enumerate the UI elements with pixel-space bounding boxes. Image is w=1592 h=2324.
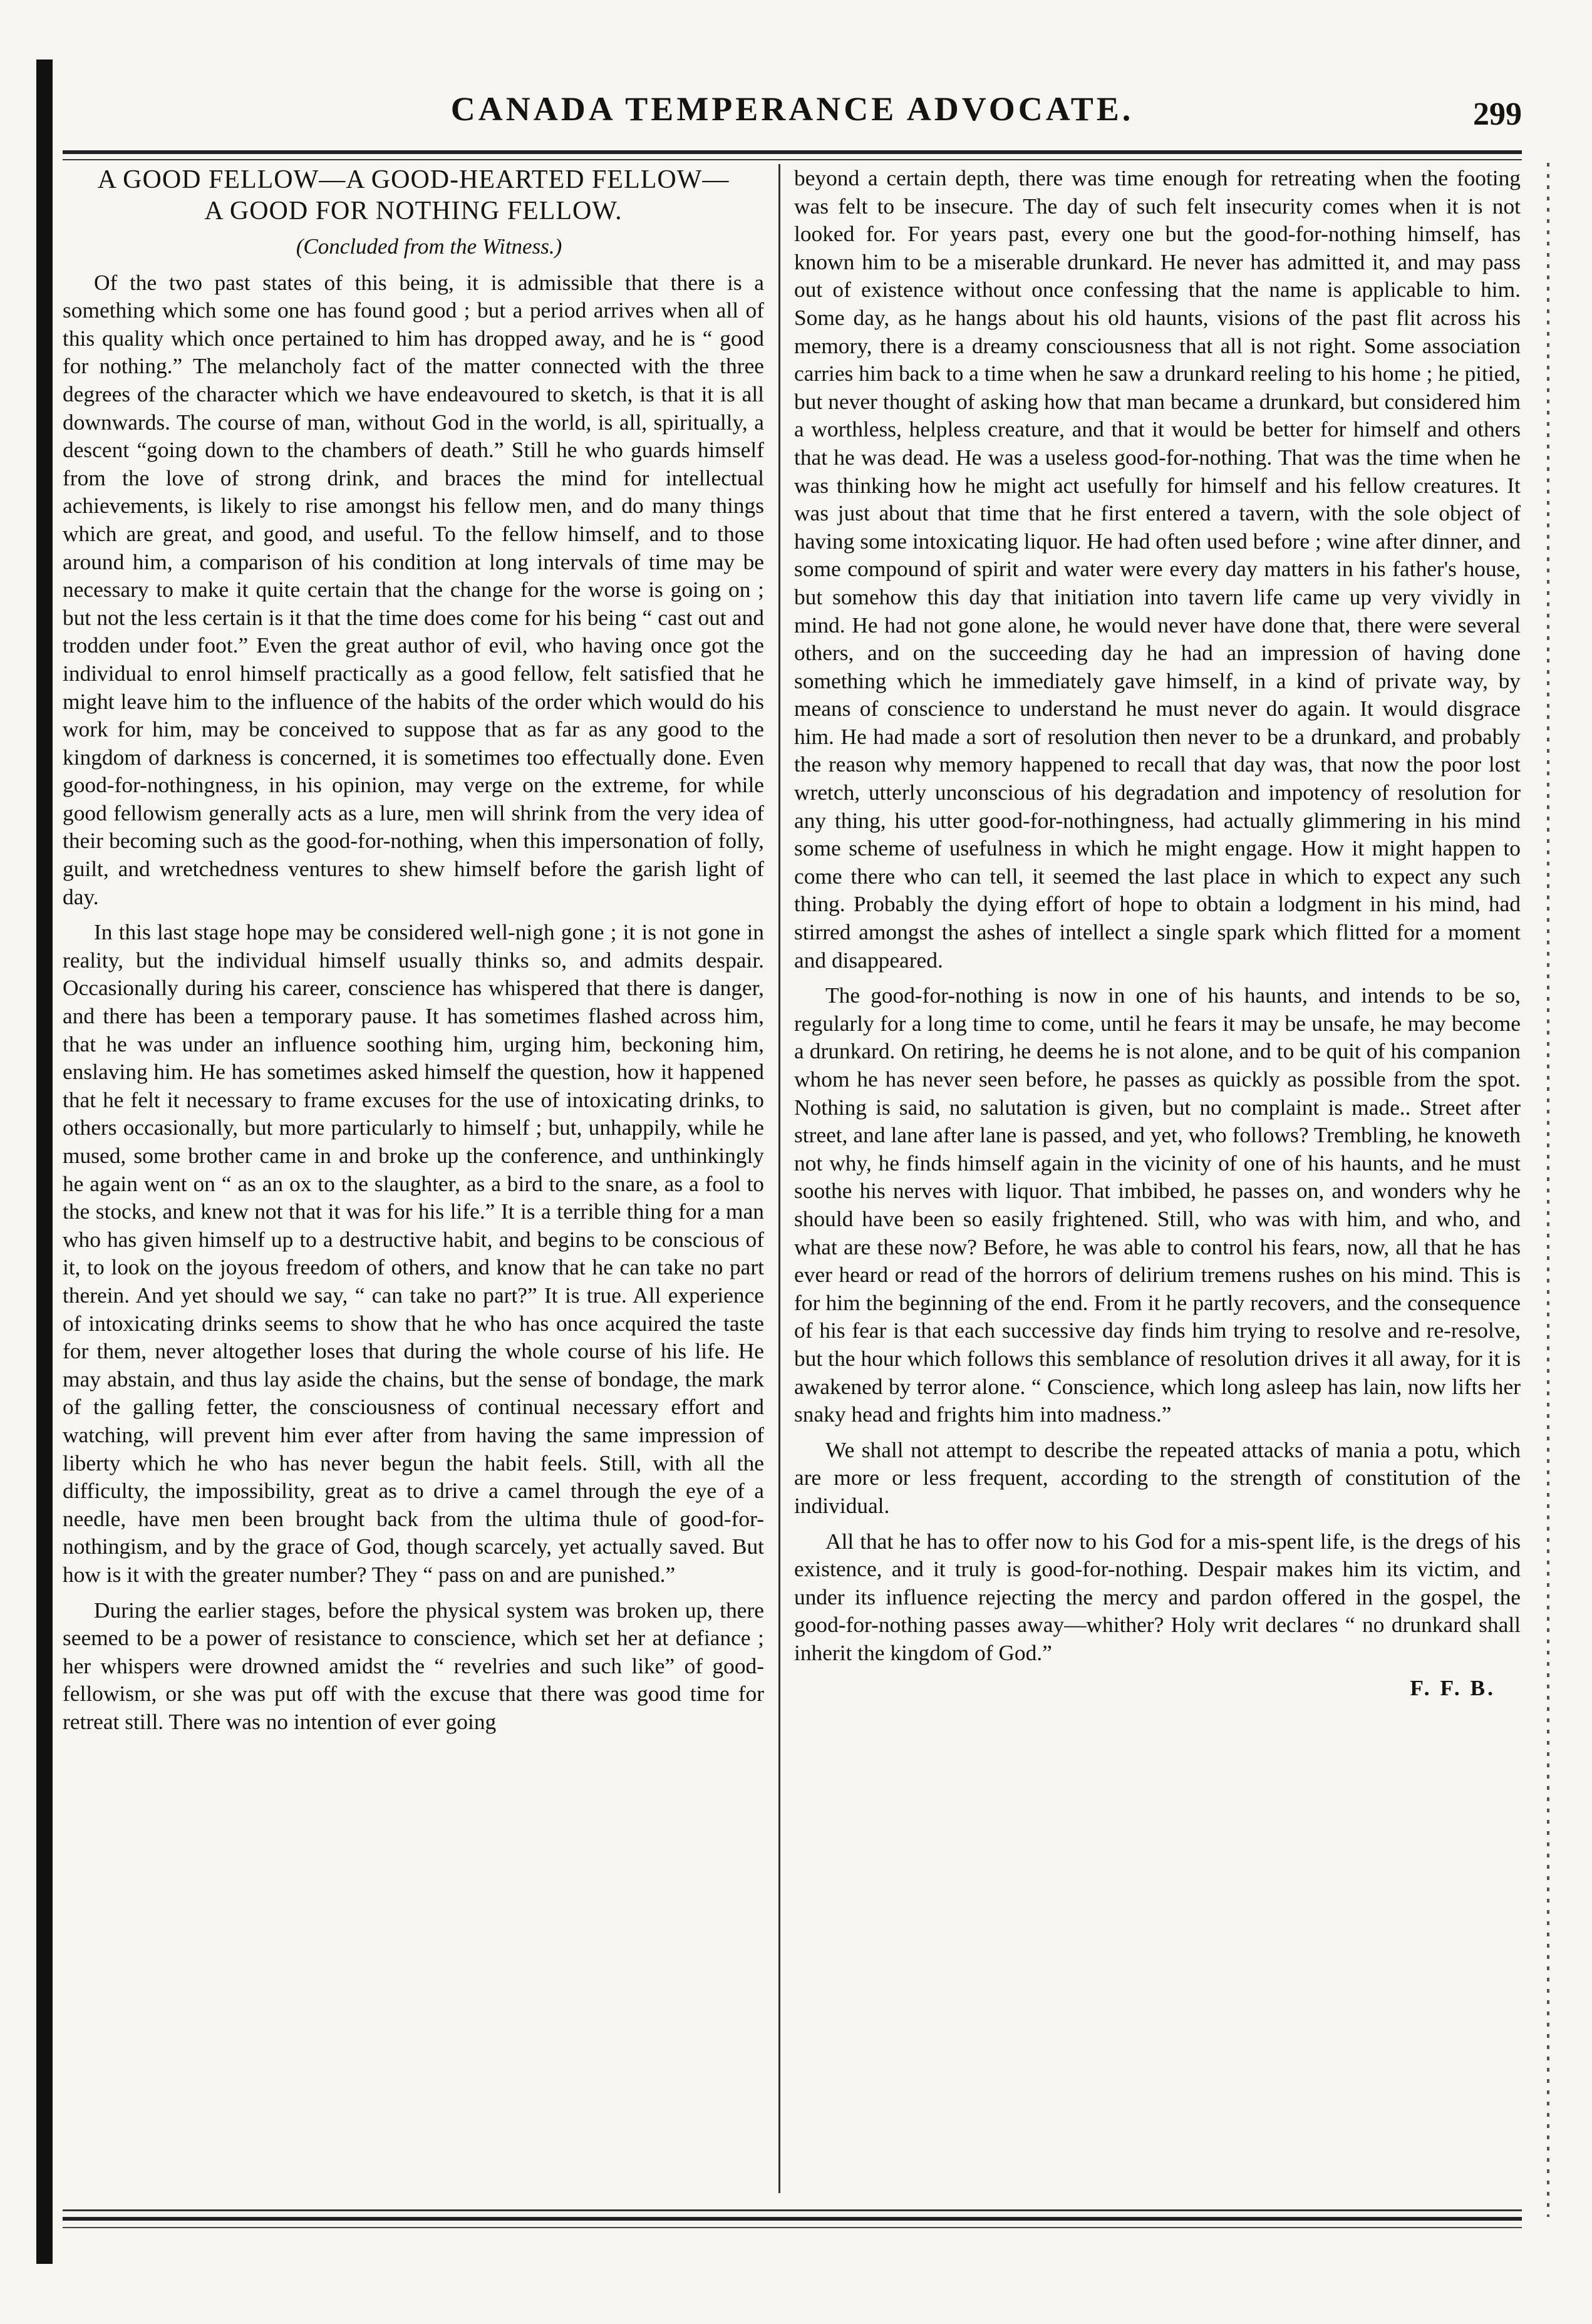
header-rule: [63, 150, 1522, 154]
paragraph: The good-for-nothing is now in one of his haunts, and intends to be so, regularly for a long time to come, until he fears it may be unsafe, he may become a drunkard. On retiring, he deems he is not alone, and to be quit of his companion whom he has never seen before, he passes as quickly as possible from the spot. Nothing is said, no salutation is given, but no complaint is made.. Street after street, and lane after lane is passed, and yet, who follows? Trembling, he knoweth not why, he finds himself again in the vicinity of one of his haunts, and he must soothe his nerves with liquor. That imbibed, he passes on, and wonders why he should have been so easily frightened. Still, who was with him, and who, and what are these now? Before, he was able to control his fears, now, all that he has ever heard or read of the horrors of delirium tremens rushes on his mind. This is for him the beginning of the end. From it he partly recovers, and the consequence of his fear is that each successive day finds him trying to resolve and re-resolve, but the hour which follows this semblance of resolution drives it all away, for it is awakened by terror alone. “ Conscience, which long asleep has lain, now lifts her snaky head and frights him into madness.”: [794, 983, 1521, 1427]
column-divider: [778, 164, 780, 2193]
left-column: [63, 164, 764, 2199]
paragraph-continued: beyond a certain depth, there was time enough for retreating when the footing was felt to be insecure. The day of such felt insecurity comes when it is not looked for. For years past, every one but the good-for-nothing himself, has known him to be a miserable drunkard. He never has admitted it, and may pass out of existence without once confessing that the name is applicable to him. Some day, as he hangs about his old haunts, visions of the past flit across his memory, there is a dreamy consciousness that all is not right. Some association carries him back to a time when he saw a drunkard reeling to his home ; he pitied, but never thought of asking how that man became a drunkard, but considered him a worthless, helpless creature, and that it would be better for himself and others that he was dead. He was a useless good-for-nothing. That was the time when he was thinking how he might act usefully for himself and his fellow creatures. It was just about that time that he first entered a tavern, with the sole object of having some intoxicating liquor. He had often used before ; wine after dinner, and some compound of spirit and water were every day matters in his father's house, but somehow this day that initiation into tavern life came up very vividly in mind. He had not gone alone, he would never have done that, there were several others, and on the succeeding day he had an impression of having done something which he immediately gave himself, in a kind of private way, by means of conscience to understand he must never do again. It would disgrace him. He had made a sort of resolution then never to be a drunkard, and probably the reason why memory happened to recall that day was, that now the poor lost wretch, utterly unconscious of his degradation and impotency of resolution for any thing, his utter good-for-nothingness, had actually glimmering in his mind some scheme of usefulness in which he might engage. How it might happen to come there who can tell, it seemed the last place in which to expect any such thing. Probably the dying effort of hope to obtain a lodgment in his mind, had stirred amongst the ashes of intellect a single spark which flitted for a moment and disappeared.: [794, 165, 1521, 973]
right-column: [794, 164, 1521, 2199]
page-edge-marks: [1547, 163, 1549, 2217]
paragraph: We shall not attempt to describe the repeated attacks of mania a potu, which are more or less frequent, according to the strength of constitution of the individual.: [794, 1437, 1521, 1518]
paragraph: Of the two past states of this being, it is admissible that there is a something which some one has found good ; but a period arrives when all of this quality which once pertained to him has dropped away, and he is “ good for nothing.” The melancholy fact of the matter connected with the three degrees of the character which we have endeavoured to sketch, is that it is all downwards. The course of man, without God in the world, is all, spiritually, a descent “going down to the chambers of death.” Still he who guards himself from the love of strong drink, and braces the mind for intellectual achievements, is likely to rise amongst his fellow men, and do many things which are great, and good, and useful. To the fellow himself, and to those around him, a comparison of his condition at long intervals of time may be necessary to make it quite certain that the change for the worse is going on ; but not the less certain is it that the time does come for his being “ cast out and trodden under foot.” Even the great author of evil, who having once got the individual to enrol himself practically as a good fellow, felt satisfied that he might leave him to the influence of the habits of the order which would do his work for him, may be conceived to suppose that as far as any good to the kingdom of darkness is concerned, it is sometimes too effectually done. Even good-for-nothingness, in his opinion, may verge on the extreme, for while good fellowism generally acts as a lure, men will shrink from the very idea of their becoming such as the good-for-nothing, when this impersonation of folly, guilt, and wretchedness ventures to shew himself before the garish light of day.: [63, 269, 764, 909]
binding-edge: [36, 59, 53, 2264]
footer-rule-thin: [63, 2209, 1522, 2211]
header-rule-thin: [63, 159, 1522, 160]
running-title: CANADA TEMPERANCE ADVOCATE.: [450, 90, 1134, 128]
footer-rule-hairline: [63, 2227, 1522, 2228]
article-title-line-1: A GOOD FELLOW—A GOOD-HEARTED FELLOW—: [97, 165, 730, 194]
article-source: (Concluded from the Witness.): [296, 234, 562, 259]
footer-rule: [63, 2217, 1522, 2221]
page-header: [63, 85, 1522, 153]
paragraph: In this last stage hope may be considered well-nigh gone ; it is not gone in reality, but the individual himself usually thinks so, and admits despair. Occasionally during his career, conscience has whispered that there is danger, and there has been a temporary pause. It has sometimes flashed across him, that he was under an influence soothing him, urging him, beckoning him, enslaving him. He has sometimes asked himself the question, how it happened that he felt it necessary to frame excuses for the use of intoxicating drinks, to others occasionally, but more particularly to himself ; but, unhappily, while he mused, some brother came in and broke up the conference, and unthinkingly he again went on “ as an ox to the slaughter, as a bird to the snare, as a fool to the stocks, and knew not that it was for his life.” It is a terrible thing for a man who has given himself up to a destructive habit, and begins to be conscious of it, to look on the joyous freedom of others, and know that he can take no part therein. And yet should we say, “ can take no part?” It is true. All experience of intoxicating drinks seems to show that he who has once acquired the taste for them, never altogether loses that during the whole course of his life. He may abstain, and thus lay aside the chains, but the sense of bondage, the mark of the galling fetter, the consciousness of continual necessary effort and watching, will prevent him ever after from having the same impression of liberty which he who has never begun the habit feels. Still, with all the difficulty, the impossibility, great as to drive a camel through the eye of a needle, have men been brought back from the ultima thule of good-for-nothingism, and by the grace of God, though scarcely, yet actually saved. But how is it with the greater number? They “ pass on and are punished.”: [63, 919, 764, 1587]
article-title: [63, 164, 764, 227]
paragraph: During the earlier stages, before the physical system was broken up, there seemed to be a power of resistance to conscience, which set her at defiance ; her whispers were drowned amidst the “ revelries and such like” of good-fellowism, or she was put off with the excuse that there was good time for retreat still. There was no intention of ever going: [63, 1597, 764, 1734]
article-title-line-2: A GOOD FOR NOTHING FELLOW.: [204, 197, 623, 225]
paragraph: All that he has to offer now to his God for a mis-spent life, is the dregs of his existence, and it truly is good-for-nothing. Despair makes him its victim, and under its influence rejecting the mercy and pardon offered in the gospel, the good-for-nothing passes away—whither? Holy writ declares “ no drunkard shall inherit the kingdom of God.”: [794, 1528, 1521, 1665]
page-number: 299: [1473, 96, 1522, 132]
author-signature: F. F. B.: [1410, 1675, 1496, 1701]
